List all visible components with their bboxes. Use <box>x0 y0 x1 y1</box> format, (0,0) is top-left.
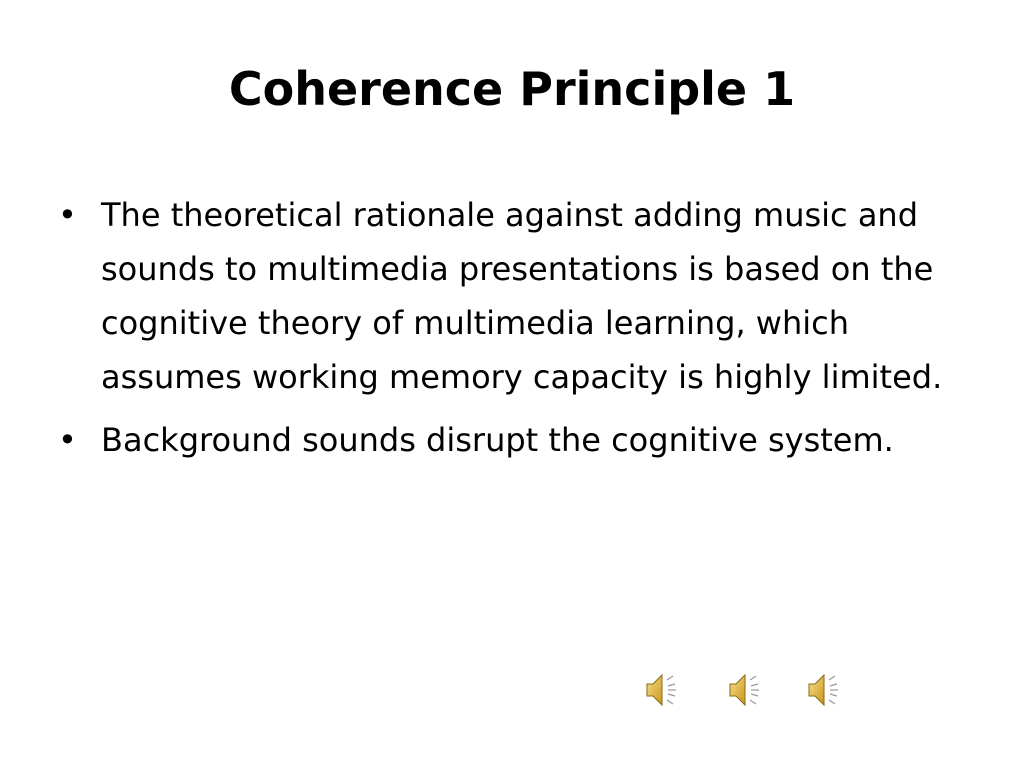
slide-title: Coherence Principle 1 <box>228 62 796 116</box>
bullet-item <box>56 188 966 404</box>
speaker-icon[interactable] <box>727 668 763 712</box>
bullet-text: The theoretical rationale against adding music and sounds to multimedia presentations is based on the cognitive theory of multimedia learning, which assumes working memory capacity is highly limited. <box>101 196 943 396</box>
bullet-item <box>56 413 966 467</box>
bullet-list <box>56 188 966 476</box>
bullet-marker: • <box>58 421 77 459</box>
bullet-text: Background sounds disrupt the cognitive system. <box>101 421 894 459</box>
speaker-icon[interactable] <box>806 668 842 712</box>
bullet-marker: • <box>58 196 77 234</box>
speaker-icon[interactable] <box>644 668 680 712</box>
audio-controls <box>0 668 1024 712</box>
